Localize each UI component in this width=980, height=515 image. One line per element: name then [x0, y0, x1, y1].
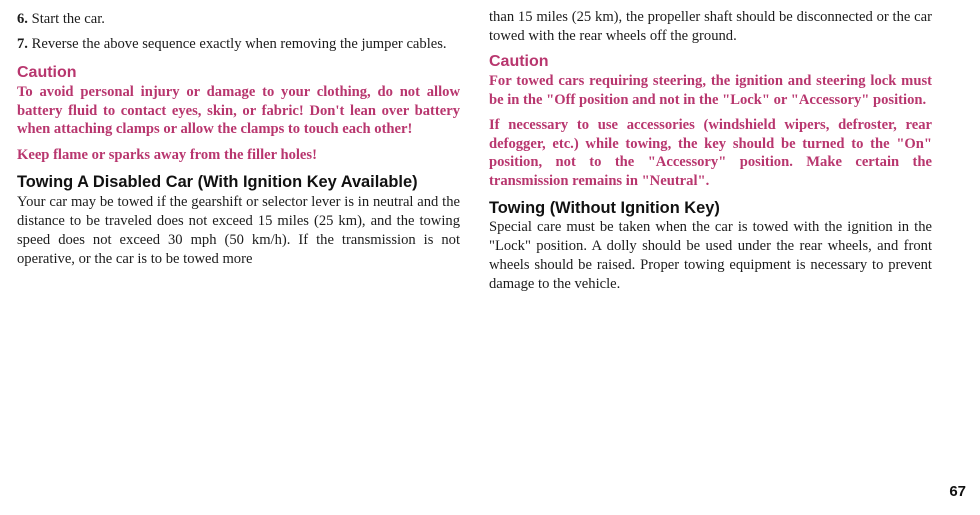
caution-paragraph: To avoid personal injury or damage to your clothing, do not allow battery fluid to contact eyes, skin, or fabric! Don't lean over battery when attaching clamps or allow the clamps to touch each other! [17, 84, 460, 138]
step-6 [17, 10, 460, 29]
step-6-number: 6. [17, 11, 28, 27]
section-heading-towing-with-key: Towing A Disabled Car (With Ignition Key Available) [17, 173, 418, 192]
caution-heading: Caution [489, 53, 549, 70]
caution-heading: Caution [17, 64, 77, 81]
continuation-text: than 15 miles (25 km), the propeller shaft should be disconnected or the car towed with the rear wheels off the ground. [489, 9, 932, 44]
caution-paragraph: Keep flame or sparks away from the filler holes! [17, 146, 317, 163]
left-column [17, 8, 460, 269]
right-column [489, 8, 932, 294]
page-number: 67 [949, 483, 966, 500]
towing-without-key-text: Special care must be taken when the car is towed with the ignition in the "Lock" position. A dolly should be used under the rear wheels, and front wheels should be raised. Proper towing equipment is necessary to prevent damage to the vehicle. [489, 218, 932, 292]
caution-paragraph: For towed cars requiring steering, the ignition and steering lock must be in the "Off position and not in the "Lock" or "Accessory" position. [489, 73, 932, 108]
step-7-number: 7. [17, 36, 28, 52]
step-7-text: Reverse the above sequence exactly when removing the jumper cables. [31, 36, 447, 52]
towing-with-key-text: Your car may be towed if the gearshift or selector lever is in neutral and the distance to be traveled does not exceed 15 miles (25 km), and the towing speed does not exceed 30 mph (50 km/h). If the transmission is not operative, or the car is to be towed more [17, 194, 460, 268]
step-7 [17, 35, 460, 54]
caution-paragraph: If necessary to use accessories (windshield wipers, defroster, rear defogger, etc.) while towing, the key should be turned to the "On" position, not to the "Accessory" position. Make certain the transmission remains in "Neutral". [489, 117, 932, 189]
section-heading-towing-without-key: Towing (Without Ignition Key) [489, 198, 720, 217]
step-6-text: Start the car. [31, 11, 105, 27]
